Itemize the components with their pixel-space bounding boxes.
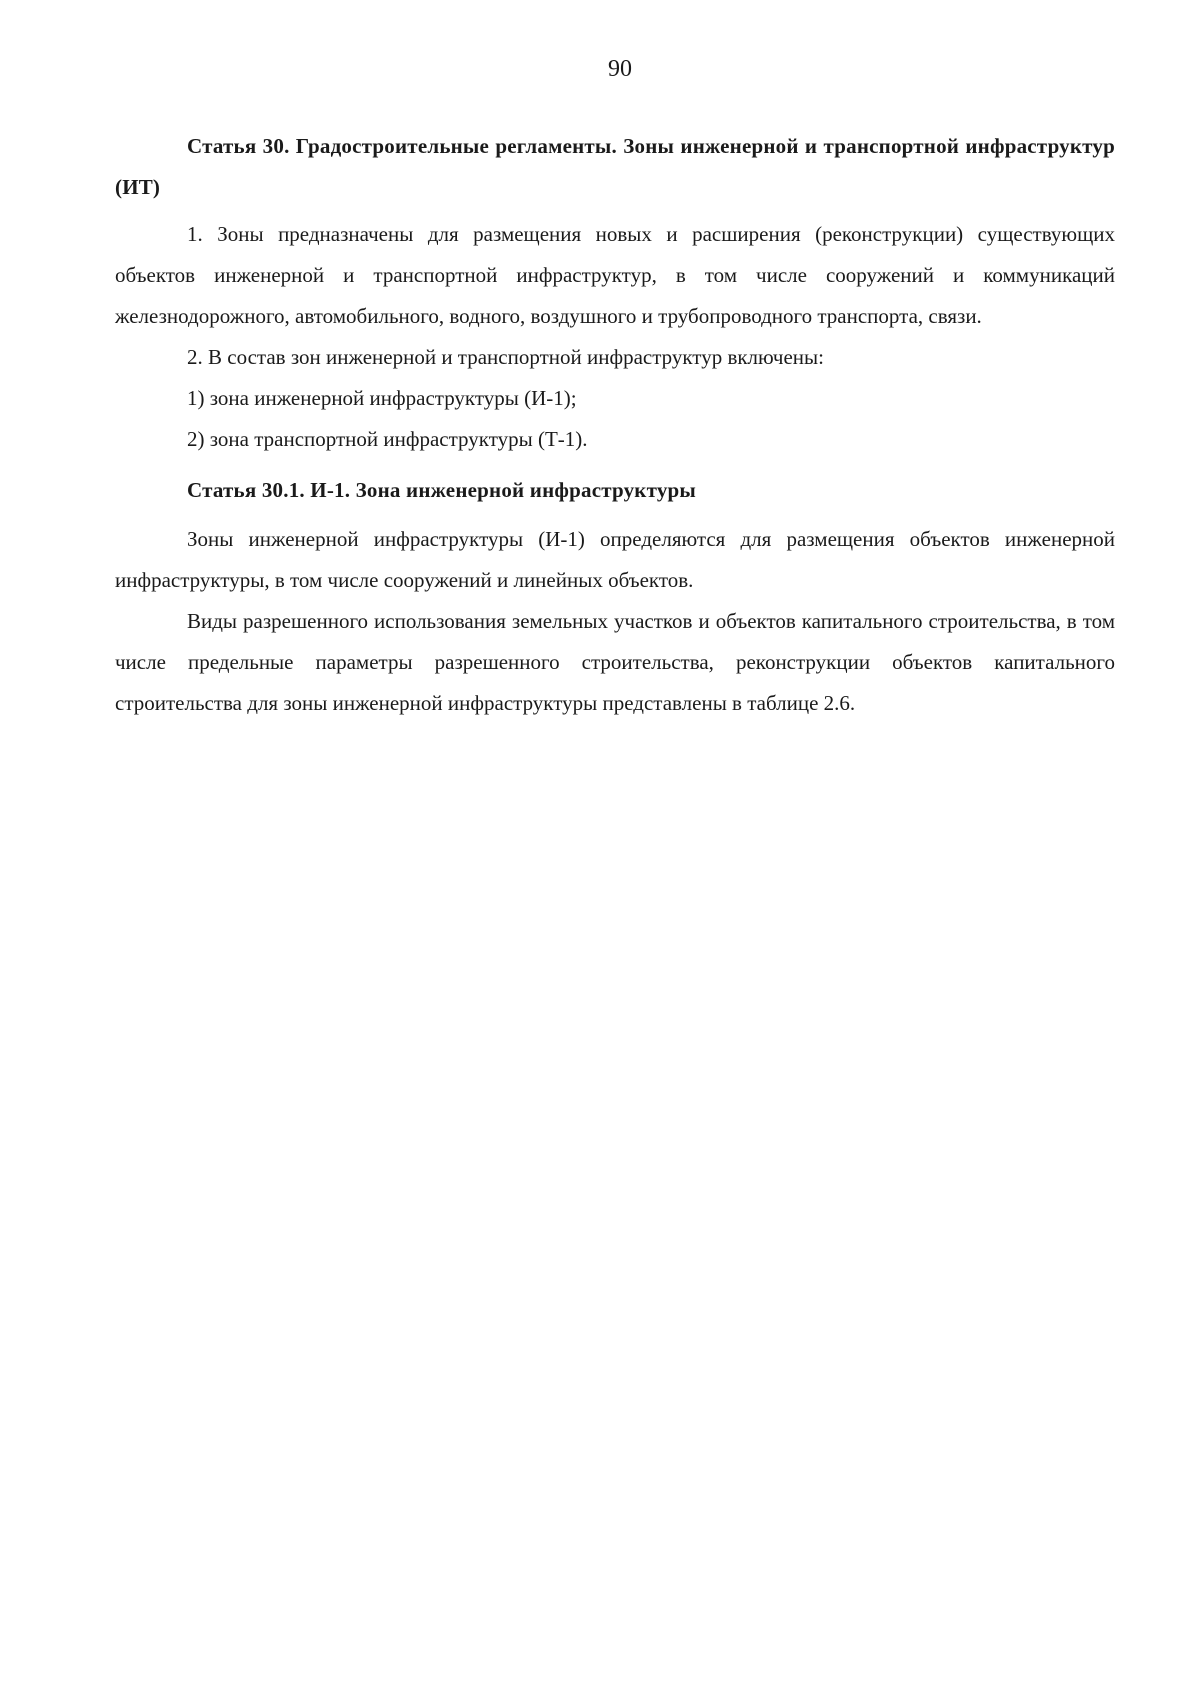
article-30-paragraph-2: 2. В состав зон инженерной и транспортной инфраструктур включены: — [187, 345, 824, 369]
article-30-heading: Статья 30. Градостроительные регламенты. Зоны инженерной и транспортной инфраструктур (ИТ) — [115, 134, 1115, 199]
article-30-1-heading: Статья 30.1. И-1. Зона инженерной инфраструктуры — [187, 478, 696, 502]
article-30-list-item-2: 2) зона транспортной инфраструктуры (Т-1). — [187, 427, 588, 451]
article-30-1-paragraph-2: Виды разрешенного использования земельных участков и объектов капитального строительства, в том числе предельные параметры разрешенного строительства, реконструкции объектов капитального строительства для зоны инженерной инфраструктуры представлены в таблице 2.6. — [115, 609, 1115, 715]
page-content — [115, 126, 1115, 724]
article-30-1-paragraph-1: Зоны инженерной инфраструктуры (И-1) определяются для размещения объектов инженерной инфраструктуры, в том числе сооружений и линейных объектов. — [115, 527, 1115, 592]
article-30-paragraph-1: 1. Зоны предназначены для размещения новых и расширения (реконструкции) существующих объектов инженерной и транспортной инфраструктур, в том числе сооружений и коммуникаций железнодорожного, автомобильного, водного, воздушного и трубопроводного транспорта, связи. — [115, 222, 1115, 328]
article-30-list-item-1: 1) зона инженерной инфраструктуры (И-1); — [187, 386, 577, 410]
page-number: 90 — [608, 56, 632, 82]
